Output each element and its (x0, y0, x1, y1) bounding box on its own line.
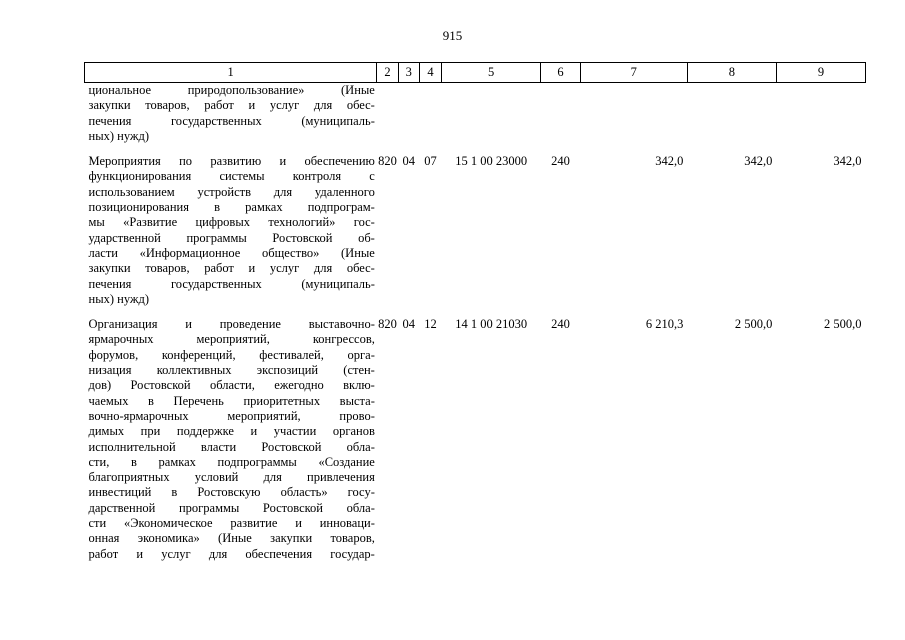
cell-target-article (442, 83, 541, 151)
description-line: исполнительной власти Ростовской обла- (88, 439, 375, 454)
header-col-4: 4 (419, 63, 441, 83)
description-line: печения государственных (муниципаль- (88, 113, 375, 128)
table-header-row (85, 63, 866, 83)
description-line: Организация и проведение выставочно- (88, 317, 375, 332)
header-col-1: 1 (85, 63, 377, 83)
description-line: работ и услуг для обеспечения государ- (88, 546, 375, 561)
description-line: низация коллективных экспозиций (стен- (88, 363, 375, 378)
cell-expense-type: 240 (551, 317, 570, 332)
cell-expense-type: 240 (551, 154, 570, 169)
description-line: дарственной программы Ростовской обла- (88, 500, 375, 515)
description-line: форумов, конференций, фестивалей, орга- (88, 347, 375, 362)
table-row (85, 150, 866, 313)
cell-target-article: 14 1 00 21030 (455, 317, 528, 332)
description-line: циональное природопользование» (Иные (88, 83, 375, 97)
header-col-9: 9 (776, 63, 865, 83)
cell-ministry: 820 (378, 154, 397, 169)
header-col-2: 2 (377, 63, 398, 83)
description-line: ярмарочных мероприятий, конгрессов, (88, 332, 375, 347)
cell-section: 04 (402, 154, 415, 169)
description-line: ных) нужд) (88, 291, 150, 306)
description-line: Мероприятия по развитию и обеспечению (88, 154, 375, 169)
header-col-8: 8 (687, 63, 776, 83)
cell-amount-2 (687, 83, 776, 151)
description-line: сти «Экономическое развитие и инноваци- (88, 516, 375, 531)
description-line: использованием устройств для удаленного (88, 184, 375, 199)
description-line: чаемых в Перечень приоритетных выста- (88, 393, 375, 408)
description-line: функционирования системы контроля с (88, 169, 375, 184)
cell-ministry: 820 (378, 317, 397, 332)
description-line: дов) Ростовской области, ежегодно вклю- (88, 378, 375, 393)
table-row (85, 83, 866, 151)
budget-table (84, 62, 866, 568)
description-line: инвестиций в Ростовскую область» госу- (88, 485, 375, 500)
cell-amount-2: 2 500,0 (734, 317, 773, 332)
description-line: ударственной программы Ростовской об- (88, 230, 375, 245)
cell-amount-3: 342,0 (833, 154, 862, 169)
cell-section: 04 (402, 317, 415, 332)
cell-subsection: 12 (424, 317, 437, 332)
row-description (85, 150, 377, 313)
cell-amount-2: 342,0 (744, 154, 773, 169)
description-line: ных) нужд) (88, 128, 150, 143)
description-line: благоприятных условий для привлечения (88, 470, 375, 485)
description-line: вочно-ярмарочных мероприятий, прово- (88, 408, 375, 423)
description-line: позиционирования в рамках подпрограм- (88, 200, 375, 215)
cell-amount-1: 342,0 (655, 154, 684, 169)
row-description (85, 313, 377, 568)
row-description (85, 83, 377, 151)
cell-ministry (377, 83, 398, 151)
header-col-5: 5 (442, 63, 541, 83)
table-row (85, 313, 866, 568)
cell-target-article: 15 1 00 23000 (455, 154, 528, 169)
description-line: мы «Развитие цифровых технологий» гос- (88, 215, 375, 230)
cell-subsection (419, 83, 441, 151)
cell-amount-1: 6 210,3 (645, 317, 684, 332)
description-line: закупки товаров, работ и услуг для обес- (88, 261, 375, 276)
description-line: димых при поддержке и участии органов (88, 424, 375, 439)
description-line: закупки товаров, работ и услуг для обес- (88, 98, 375, 113)
header-col-3: 3 (398, 63, 419, 83)
page-number: 915 (442, 28, 463, 43)
cell-amount-3 (776, 83, 865, 151)
header-col-6: 6 (541, 63, 580, 83)
cell-subsection: 07 (424, 154, 437, 169)
header-col-7: 7 (580, 63, 687, 83)
cell-expense-type (541, 83, 580, 151)
description-line: ласти «Информационное общество» (Иные (88, 245, 375, 260)
cell-section (398, 83, 419, 151)
description-line: онная экономика» (Иные закупки товаров, (88, 531, 375, 546)
cell-amount-3: 2 500,0 (824, 317, 862, 332)
cell-amount-1 (580, 83, 687, 151)
description-line: сти, в рамках подпрограммы «Создание (88, 454, 375, 469)
description-line: печения государственных (муниципаль- (88, 276, 375, 291)
